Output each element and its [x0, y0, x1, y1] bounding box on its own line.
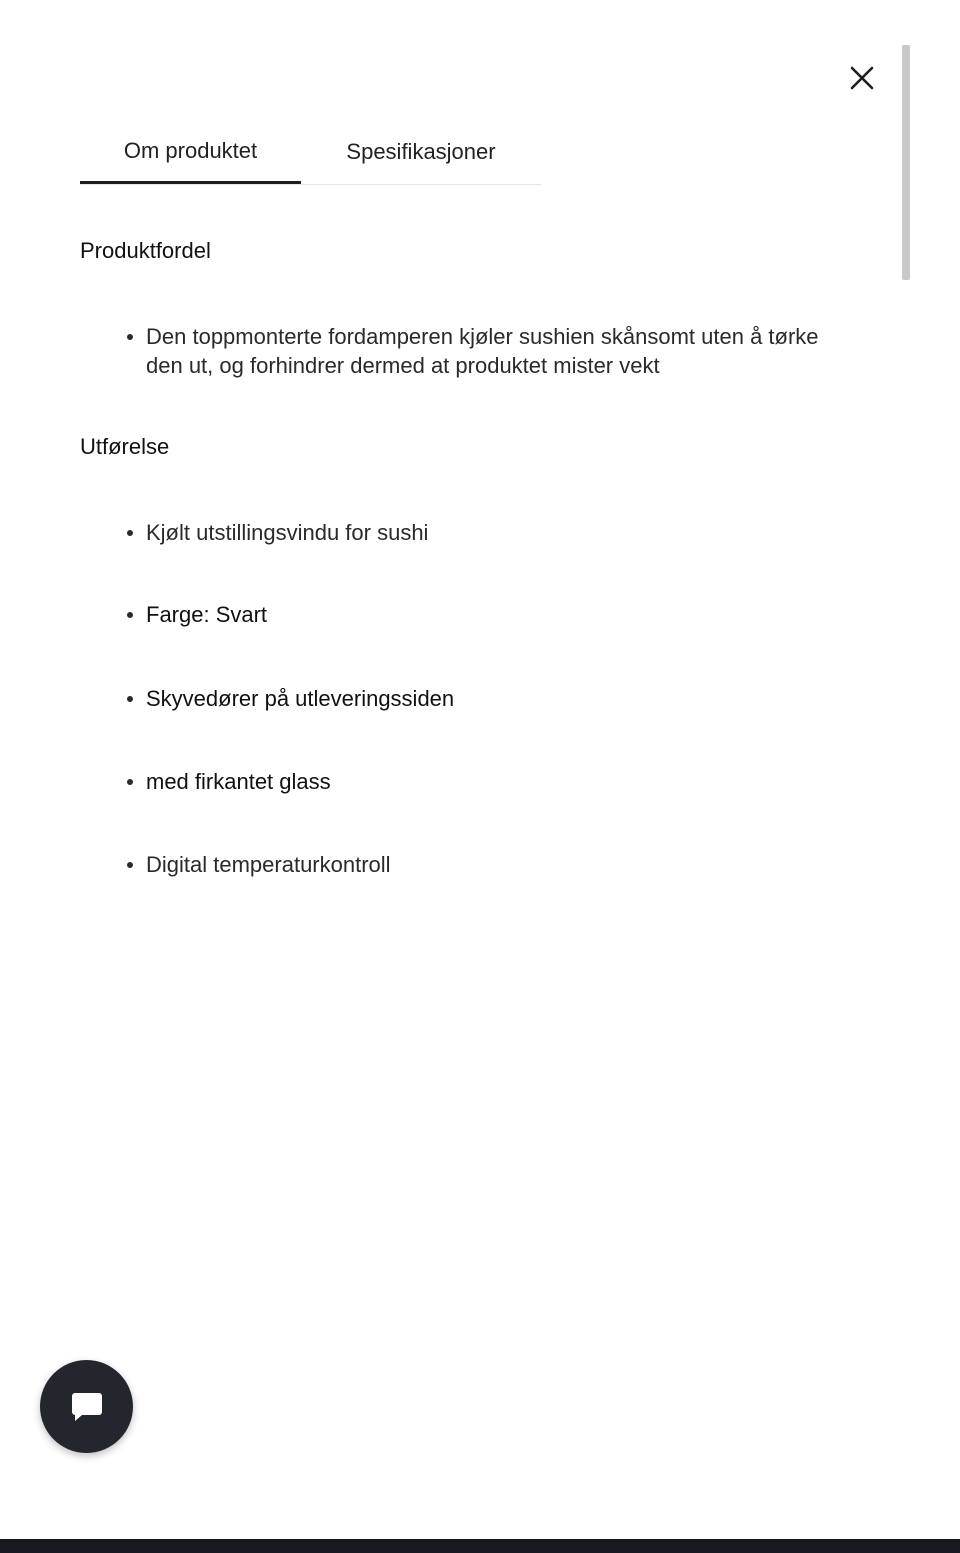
chat-button[interactable]	[40, 1360, 133, 1453]
list-item: Den toppmonterte fordamperen kjøler sushien skånsomt uten å tørke den ut, og forhindrer dermed at produktet mister vekt	[146, 322, 826, 380]
list-item: Kjølt utstillingsvindu for sushi	[146, 518, 826, 547]
list-item: Farge: Svart	[146, 600, 826, 629]
section-heading-produktfordel: Produktfordel	[80, 238, 211, 263]
tab-bar	[80, 120, 541, 185]
close-button[interactable]	[842, 58, 882, 98]
close-icon	[849, 65, 875, 91]
tab-om-produktet[interactable]: Om produktet	[80, 120, 301, 184]
list-item: med firkantet glass	[146, 767, 826, 796]
tab-spesifikasjoner[interactable]: Spesifikasjoner	[346, 139, 496, 164]
system-navigation-bar	[0, 1539, 960, 1553]
list-item: Skyvedører på utleveringssiden	[146, 684, 826, 713]
scrollbar[interactable]	[902, 45, 910, 280]
list-item: Digital temperaturkontroll	[146, 850, 826, 879]
section-heading-utforelse: Utførelse	[80, 434, 170, 459]
chat-icon	[68, 1388, 106, 1426]
